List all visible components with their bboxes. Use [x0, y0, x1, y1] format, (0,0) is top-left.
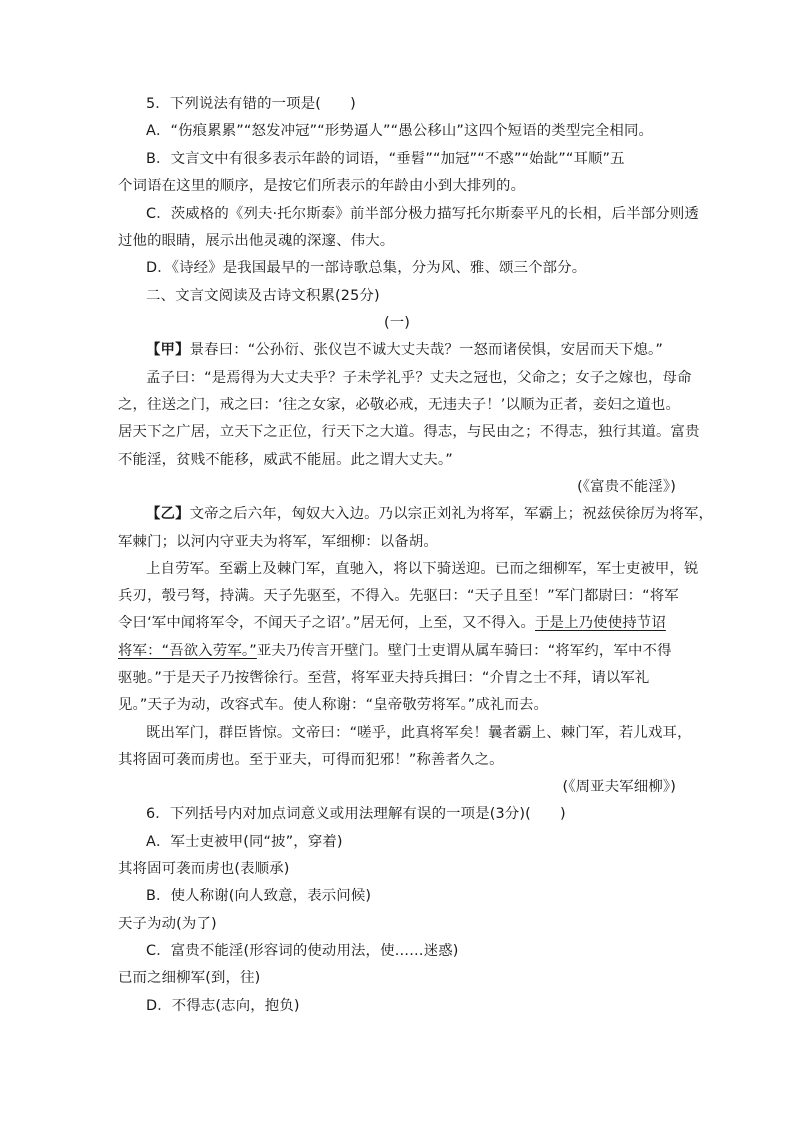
passage-yi-text: 令曰‘军中闻将军令，不闻天子之诏’。”居无何，上至，又不得入。	[118, 615, 535, 631]
q5-option-a: A．“伤痕累累”“怒发冲冠”“形势逼人”“愚公移山”这四个短语的类型完全相同。	[146, 123, 654, 139]
q6-option-b: B．使人称谢(向人致意，表示问候)	[146, 888, 372, 904]
passage-yi-line: 既出军门，群臣皆惊。文帝曰：“嗟乎，此真将军矣！曩者霸上、棘门军，若儿戏耳，	[146, 725, 692, 741]
passage-jia-source: (《富贵不能淫》)	[577, 479, 676, 495]
passage-yi-line: 上自劳军。至霸上及棘门军，直驰入，将以下骑送迎。已而之细柳军，军士吏被甲，锐	[146, 561, 699, 577]
q6-stem: 6．下列括号内对加点词意义或用法理解有误的一项是(3分)( )	[146, 806, 566, 822]
q5-option-b: B．文言文中有很多表示年龄的词语，“垂髫”“加冠”“不惑”“始龀”“耳顺”五	[146, 151, 625, 167]
q6-option-c: C．富贵不能淫(形容词的使动用法，使……迷惑)	[146, 943, 459, 959]
q5-stem: 5．下列说法有错的一项是( )	[146, 96, 356, 112]
q5-option-c-cont: 过他的眼睛，展示出他灵魂的深邃、伟大。	[118, 233, 395, 249]
passage-yi-line: 兵刃，彀弓弩，持满。天子先驱至，不得入。先驱曰：“天子且至！”军门都尉曰：“将军	[118, 588, 679, 604]
passage-yi-tag: 【乙】	[146, 506, 190, 522]
passage-jia-line: 居天下之广居，立天下之正位，行天下之大道。得志，与民由之；不得志，独行其道。富贵	[118, 424, 700, 440]
q6-option-a-second: 其将固可袭而虏也(表顺承)	[118, 861, 290, 877]
q6-option-c-second: 已而之细柳军(到，往)	[118, 970, 261, 986]
q5-option-c: C．茨威格的《列夫·托尔斯泰》前半部分极力描写托尔斯泰平凡的长相，后半部分则透	[146, 206, 699, 222]
q6-option-a: A．军士吏被甲(同“披”，穿着)	[146, 834, 343, 850]
q6-option-d: D．不得志(志向，抱负)	[146, 998, 300, 1014]
section-heading: 二、文言文阅读及古诗文积累(25分)	[146, 288, 380, 304]
passage-yi-line: 其将固可袭而虏也。至于亚夫，可得而犯邪！”称善者久之。	[118, 752, 504, 768]
q5-option-b-cont: 个词语在这里的顺序，是按它们所表示的年龄由小到大排列的。	[118, 178, 526, 194]
underlined-sentence: 于是上乃使使持节诏	[535, 615, 666, 631]
passage-yi-line	[118, 642, 676, 660]
passage-jia-tag: 【甲】	[146, 342, 190, 358]
part-label: (一)	[383, 315, 411, 331]
passage-yi-line: 见。”天子为动，改容式车。使人称谢：“皇帝敬劳将军。”成礼而去。	[118, 697, 549, 713]
passage-yi-line	[118, 614, 676, 632]
passage-jia-text: 景春曰：“公孙衍、张仪岂不诚大丈夫哉？一怒而诸侯惧，安居而天下熄。”	[189, 342, 663, 358]
passage-jia-line: 之，往送之门，戒之曰：‘往之女家，必敬必戒，无违夫子！’以顺为正者，妾妇之道也。	[118, 397, 680, 413]
passage-yi-text: 亚夫乃传言开壁门。壁门士吏谓从属车骑曰：“将军约，军中不得	[256, 643, 672, 659]
passage-yi-line	[146, 505, 714, 523]
passage-jia-line: 不能淫，贫贱不能移，威武不能屈。此之谓大丈夫。”	[118, 452, 453, 468]
passage-jia-line: 孟子曰：“是焉得为大丈夫乎？子未学礼乎？丈夫之冠也，父命之；女子之嫁也，母命	[146, 370, 692, 386]
passage-yi-line: 驱驰。”于是天子乃按辔徐行。至营，将军亚夫持兵揖曰：“介胄之士不拜，请以军礼	[118, 670, 650, 686]
passage-yi-line: 军棘门；以河内守亚夫为将军，军细柳：以备胡。	[118, 534, 438, 550]
passage-yi-text: 文帝之后六年，匈奴大入边。乃以宗正刘礼为将军，军霸上；祝兹侯徐厉为将军，	[189, 506, 714, 522]
passage-yi-source: (《周亚夫军细柳》)	[562, 779, 676, 795]
q6-option-b-second: 天子为动(为了)	[118, 916, 217, 932]
q5-option-d: D．《诗经》是我国最早的一部诗歌总集，分为风、雅、颂三个部分。	[146, 260, 587, 276]
passage-jia-line	[146, 341, 676, 359]
underlined-sentence: 将军：“吾欲入劳军。”	[118, 643, 257, 659]
